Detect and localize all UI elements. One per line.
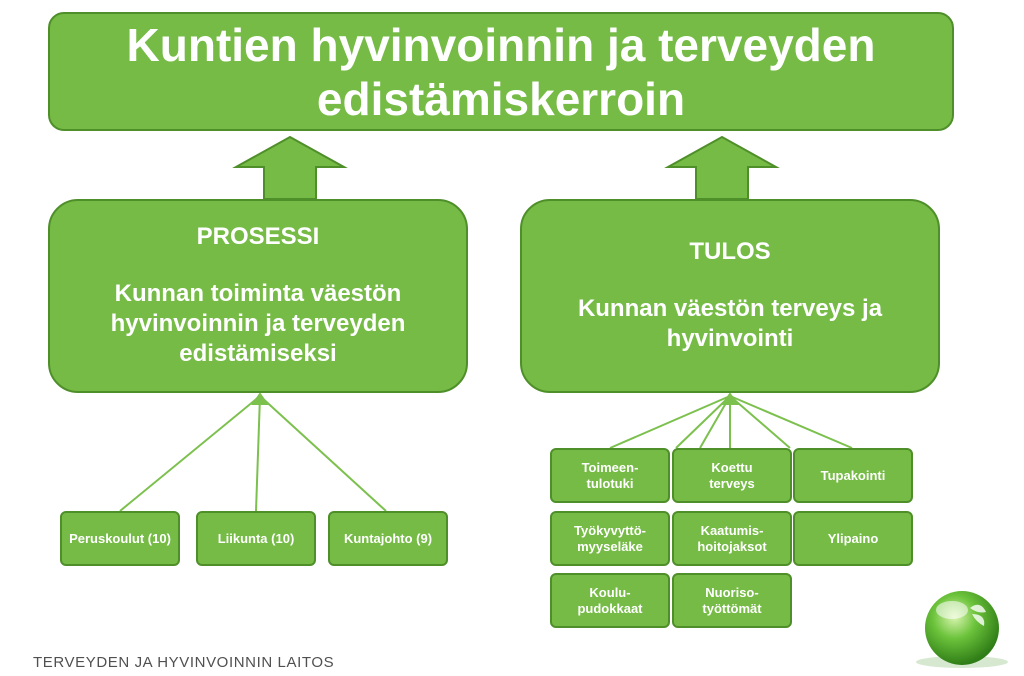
indicator-label: Nuoriso-työttömät bbox=[702, 584, 762, 616]
right-up-arrow bbox=[668, 137, 776, 199]
indicator-label: Työkyvyttö-myyseläke bbox=[574, 522, 646, 554]
indicator-kuntajohto bbox=[328, 511, 448, 566]
connector-tupakointi-2 bbox=[730, 396, 852, 448]
process-text: Kunnan toiminta väestön hyvinvoinnin ja terveyden edistämiseksi bbox=[110, 280, 406, 367]
footer-organization: TERVEYDEN JA HYVINVOINNIN LAITOS bbox=[33, 654, 335, 671]
indicator-koulupudokkaat bbox=[550, 573, 670, 628]
globe-logo-icon bbox=[900, 580, 1010, 670]
indicator-toimeentulotuki bbox=[550, 448, 670, 503]
indicator-tupakointi bbox=[793, 448, 913, 503]
indicator-ylipaino bbox=[793, 511, 913, 566]
indicator-label: Kuntajohto (9) bbox=[343, 530, 433, 546]
result-heading: TULOS bbox=[689, 238, 771, 265]
indicator-label: Tupakointi bbox=[820, 467, 886, 483]
indicator-label: Koettu terveys bbox=[709, 459, 755, 491]
title-box bbox=[48, 12, 954, 131]
connector-kuntajohto bbox=[260, 396, 386, 511]
connector-koettu-terveys bbox=[676, 396, 730, 448]
process-box bbox=[48, 199, 468, 393]
process-heading: PROSESSI bbox=[196, 223, 320, 250]
diagram-title: Kuntien hyvinvoinnin ja terveyden edistämiskerroin bbox=[126, 18, 876, 125]
connector-tupakointi bbox=[730, 396, 790, 448]
connector-liikunta bbox=[256, 396, 260, 511]
connector-peruskoulut bbox=[120, 396, 260, 511]
result-text: Kunnan väestön terveys ja hyvinvointi bbox=[577, 295, 883, 352]
result-box bbox=[520, 199, 940, 393]
indicator-tyokyvyttomyyselake bbox=[550, 511, 670, 566]
indicator-koettu-terveys bbox=[672, 448, 792, 503]
indicator-label: Peruskoulut (10) bbox=[69, 530, 171, 546]
connector-toimeentulotuki bbox=[610, 396, 730, 448]
indicator-label: Ylipaino bbox=[827, 530, 879, 546]
indicator-label: Liikunta (10) bbox=[217, 530, 295, 546]
indicator-nuorisotyottomat bbox=[672, 573, 792, 628]
indicator-label: Koulu-pudokkaat bbox=[577, 584, 643, 616]
indicator-label: Kaatumis-hoitojaksot bbox=[697, 522, 767, 554]
indicator-label: Toimeen-tulotuki bbox=[581, 459, 639, 491]
indicator-peruskoulut bbox=[60, 511, 180, 566]
indicator-kaatumishoitojaksot bbox=[672, 511, 792, 566]
left-up-arrow bbox=[236, 137, 344, 199]
indicator-liikunta bbox=[196, 511, 316, 566]
